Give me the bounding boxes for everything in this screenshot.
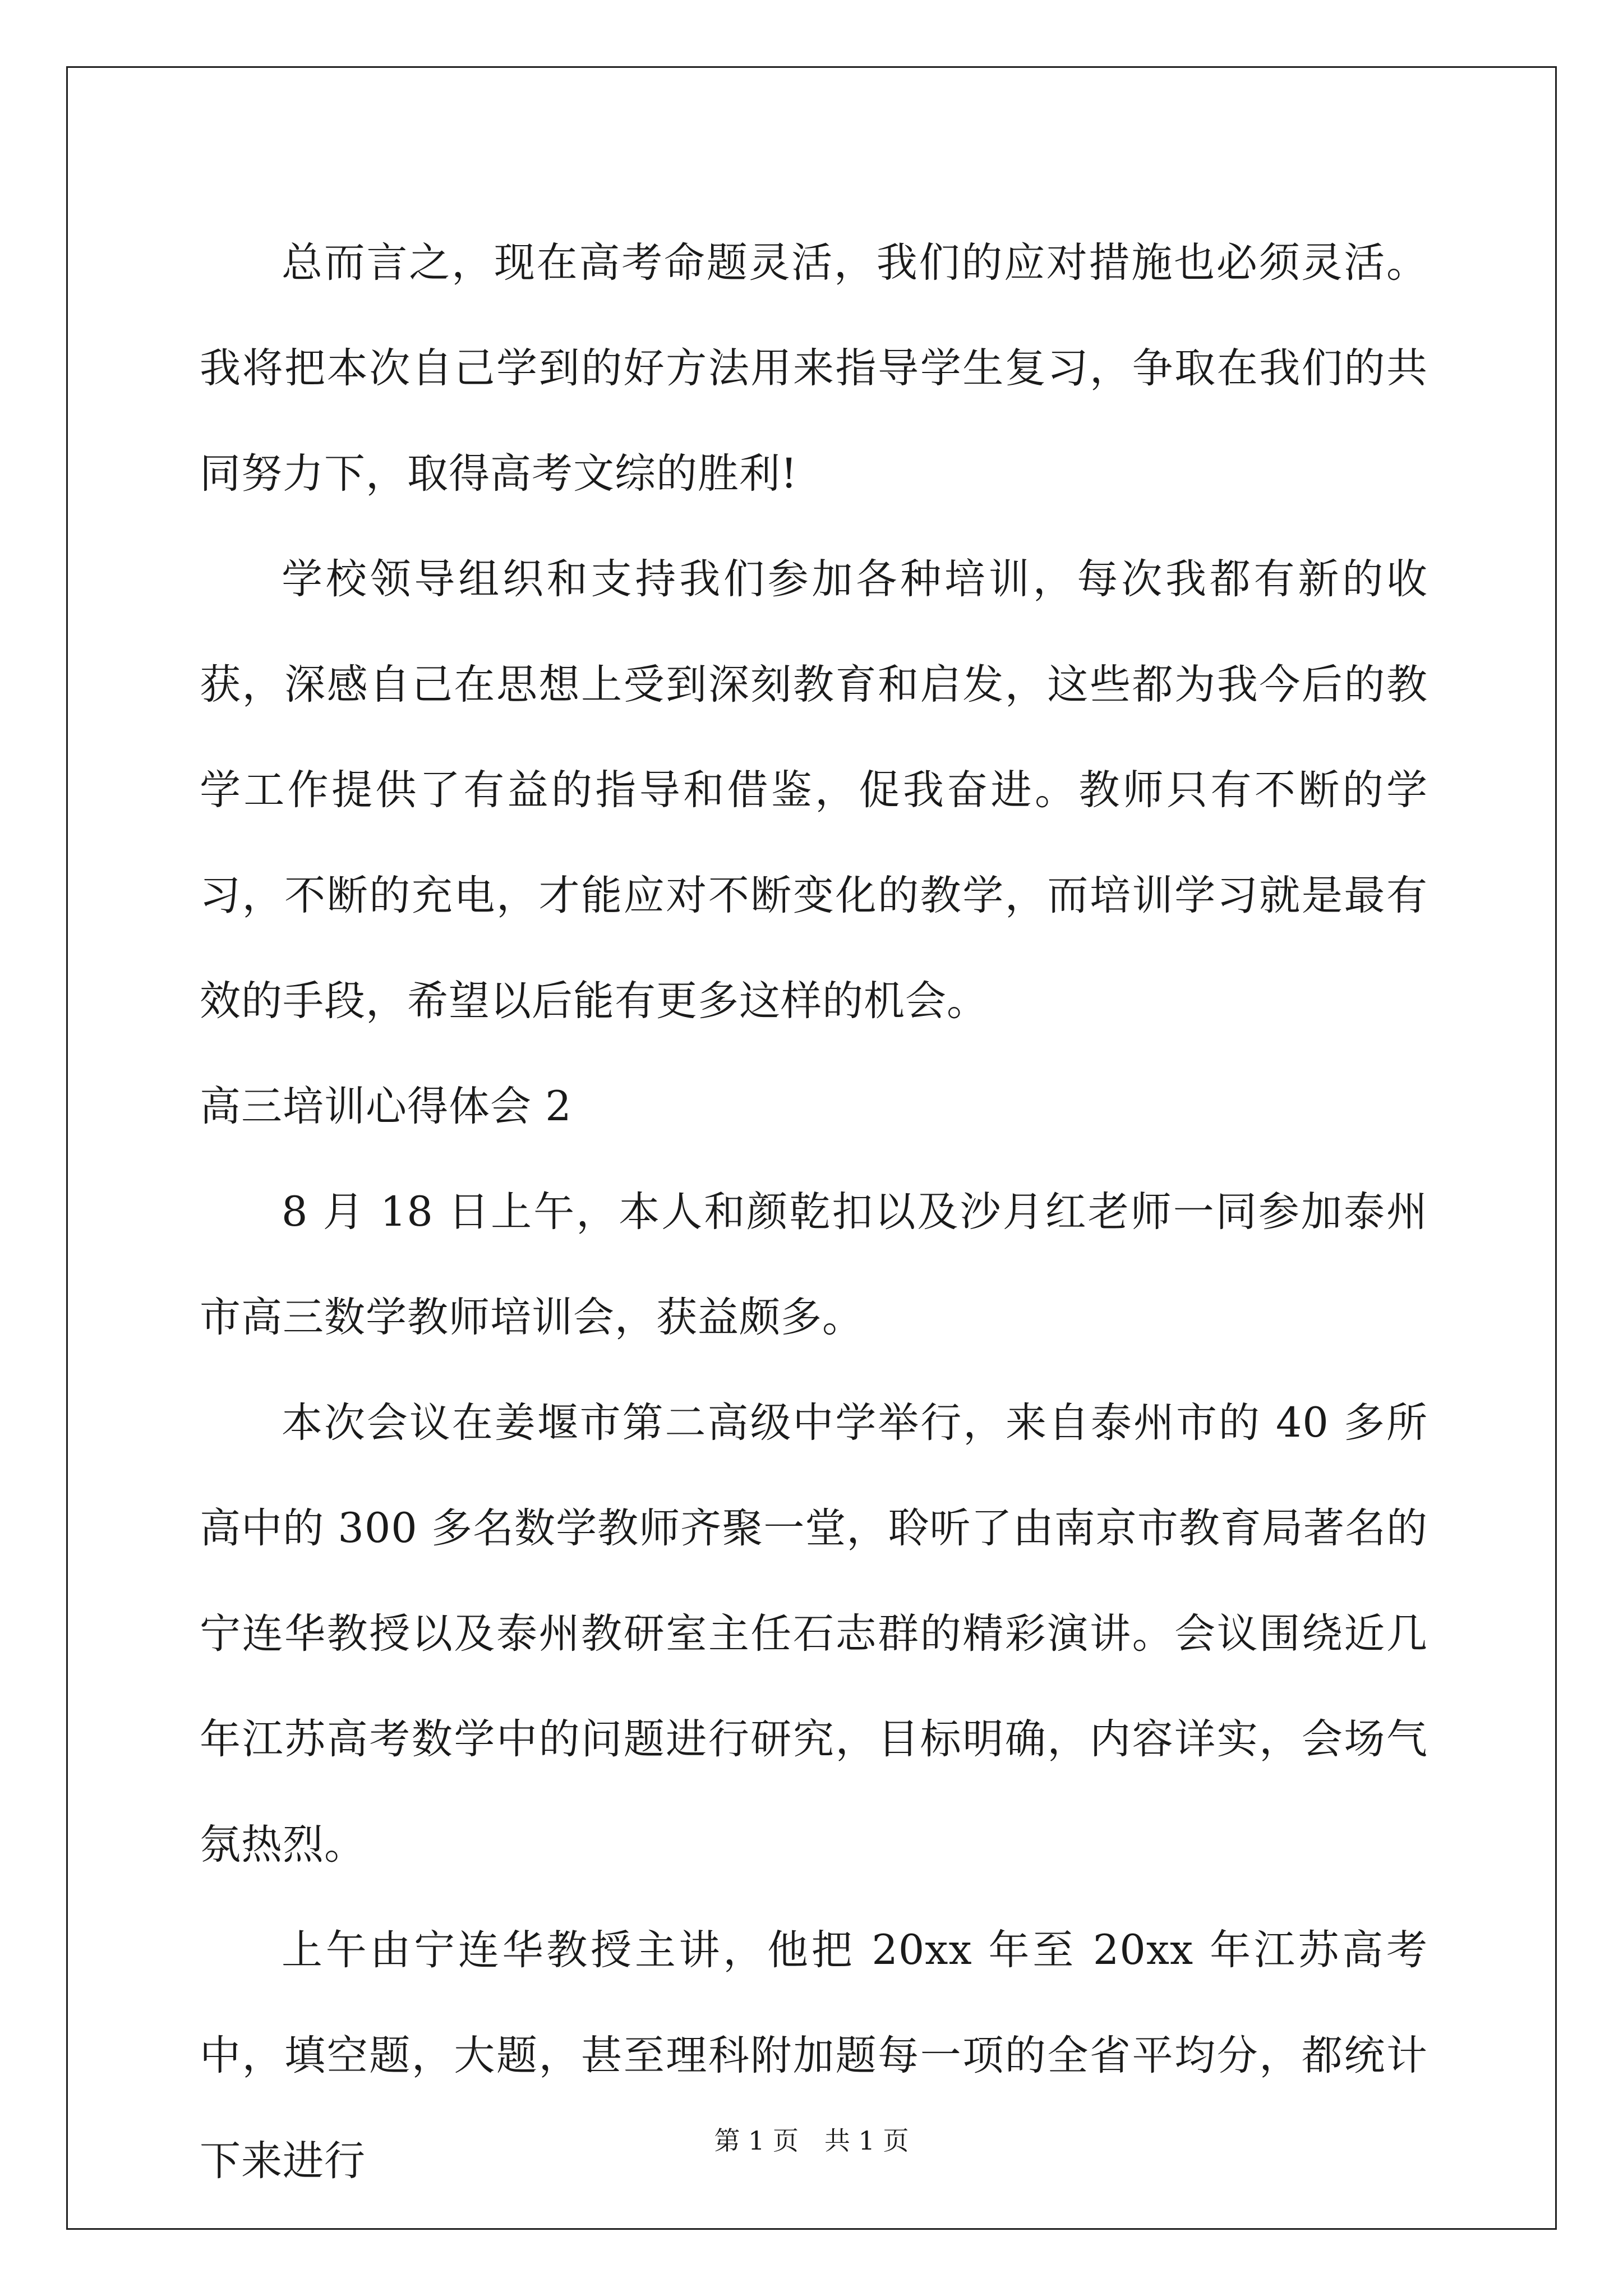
paragraph-morning-lecture: 上午由宁连华教授主讲，他把 20xx 年至 20xx 年江苏高考中，填空题，大题，甚至理科附加题每一项的全省平均分，都统计下来进行 [200,1926,1428,2185]
paragraph-training-support: 学校领导组织和支持我们参加各种培训，每次我都有新的收获，深感自己在思想上受到深刻教育和启发，这些都为我今后的教学工作提供了有益的指导和借鉴，促我奋进。教师只有不断的学习，不断的充电，才能应对不断变化的教学，而培训学习就是最有效的手段，希望以后能有更多这样的机会。 [200,555,1428,1025]
page-number-footer: 第 1 页 共 1 页 [714,2125,909,2156]
paragraph-meeting-date: 8 月 18 日上午，本人和颜乾扣以及沙月红老师一同参加泰州市高三数学教师培训会，获益颇多。 [200,1188,1428,1341]
paragraph-summary: 总而言之，现在高考命题灵活，我们的应对措施也必须灵活。我将把本次自己学到的好方法用来指导学生复习，争取在我们的共同努力下，取得高考文综的胜利! [200,239,1428,498]
document-body [200,210,1428,2214]
section-title: 高三培训心得体会 2 [200,1083,572,1130]
paragraph-meeting-location: 本次会议在姜堰市第二高级中学举行，来自泰州市的 40 多所高中的 300 多名数学教师齐聚一堂，聆听了由南京市教育局著名的宁连华教授以及泰州教研室主任石志群的精彩演讲。会议围绕近几年江苏高考数学中的问题进行研究，目标明确，内容详实，会场气氛热烈。 [200,1399,1428,1869]
